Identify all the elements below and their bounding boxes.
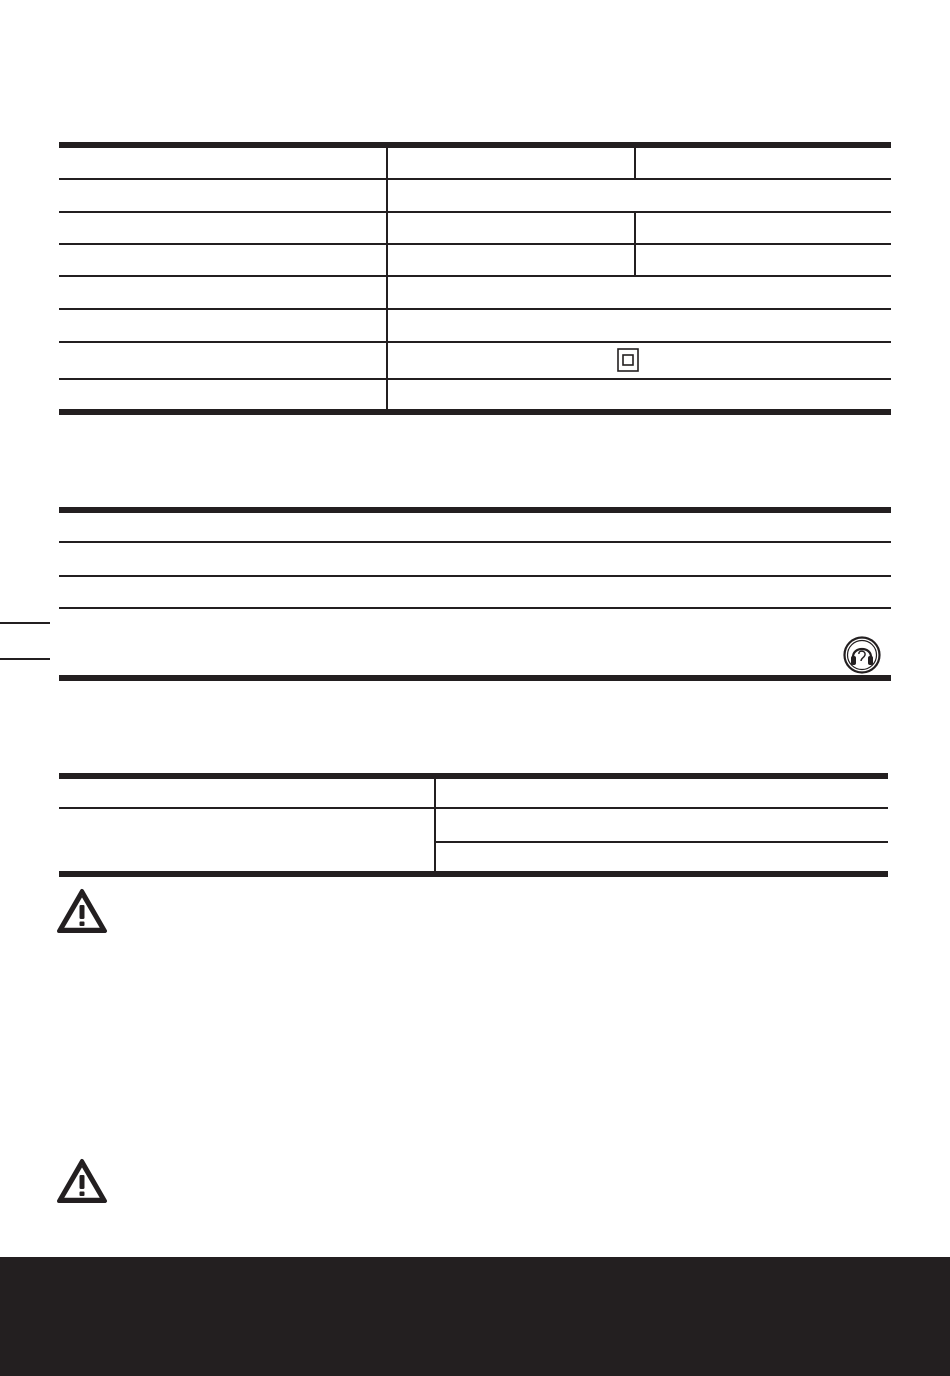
footer-band bbox=[0, 1257, 950, 1376]
table-row-rule bbox=[436, 841, 888, 843]
table-column-divider bbox=[434, 773, 436, 877]
table-bottom-rule bbox=[59, 871, 888, 877]
warning-triangle-icon bbox=[56, 888, 108, 934]
warning-triangle-icon bbox=[56, 1158, 108, 1204]
table-top-rule bbox=[59, 773, 888, 779]
table-row-rule bbox=[59, 807, 888, 809]
